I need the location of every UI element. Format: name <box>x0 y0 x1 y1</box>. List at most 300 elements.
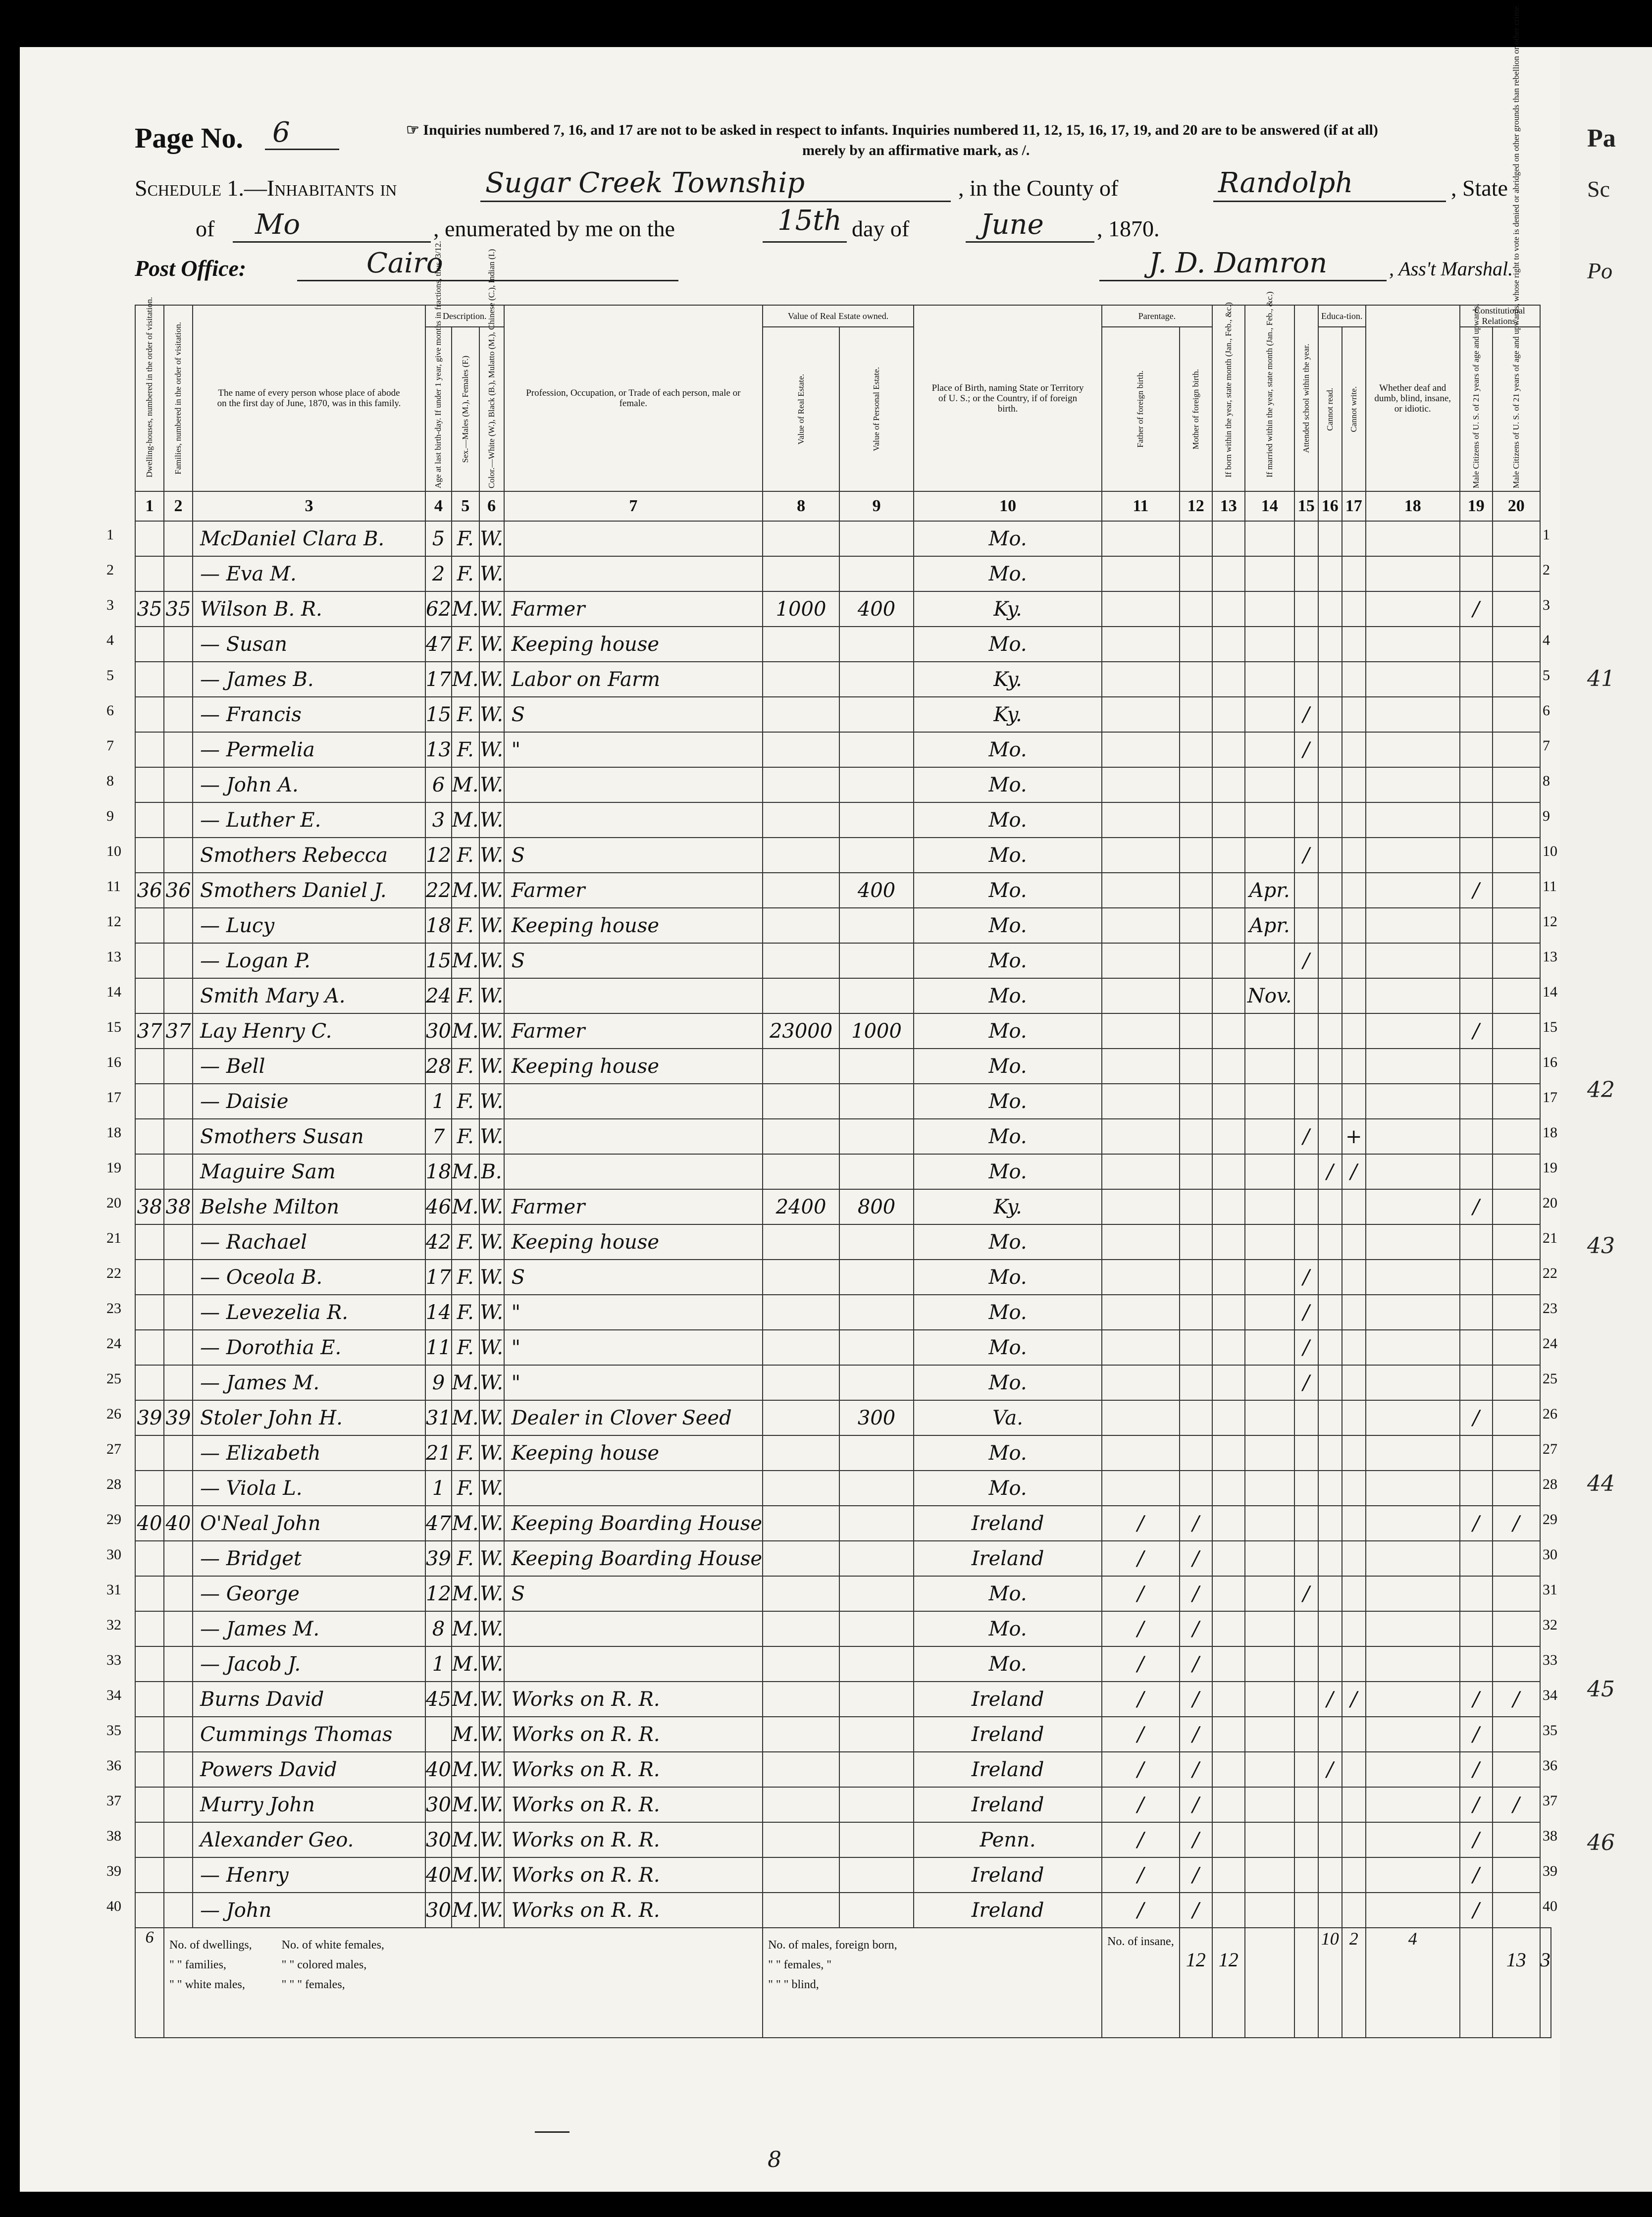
sex-cell: M. <box>452 1857 479 1893</box>
disability-cell <box>1366 1611 1460 1646</box>
table-row <box>135 1084 1551 1119</box>
personal-estate-cell <box>839 1435 914 1471</box>
married-in-year-cell <box>1245 1400 1294 1435</box>
citizen-cell <box>1460 1646 1493 1682</box>
day: 15th <box>777 205 842 237</box>
mother-foreign-cell <box>1180 1013 1212 1049</box>
dwelling-number <box>135 943 164 978</box>
line-number: 33 <box>1543 1652 1557 1668</box>
column-number: 20 <box>1493 491 1540 521</box>
edge-family-number: 45 <box>1587 1677 1615 1702</box>
color-cell: W. <box>479 1541 504 1576</box>
real-estate-cell <box>763 1330 839 1365</box>
sex-cell: M. <box>452 873 479 908</box>
cannot-read-cell <box>1318 1541 1342 1576</box>
county-label: , in the County of <box>958 175 1119 201</box>
sex-cell: M. <box>452 1400 479 1435</box>
disability-cell <box>1366 1752 1460 1787</box>
family-number: 38 <box>164 1189 193 1224</box>
cannot-read-cell <box>1318 1295 1342 1330</box>
line-number: 4 <box>1543 632 1550 648</box>
color-cell: W. <box>479 1506 504 1541</box>
vote-denied-cell <box>1493 908 1540 943</box>
married-in-year-cell: Apr. <box>1245 873 1294 908</box>
cannot-write-cell <box>1342 1506 1366 1541</box>
line-number: 5 <box>106 667 114 684</box>
age-cell: 1 <box>425 1084 452 1119</box>
table-row <box>135 732 1551 767</box>
dwelling-number <box>135 662 164 697</box>
cannot-write-cell <box>1342 1857 1366 1893</box>
father-foreign-cell: / <box>1102 1541 1180 1576</box>
summary-c14 <box>1294 1928 1318 2038</box>
real-estate-cell <box>763 1084 839 1119</box>
table-row <box>135 1471 1551 1506</box>
personal-estate-cell <box>839 1049 914 1084</box>
col-mother-foreign-header: Mother of foreign birth. <box>1180 327 1212 491</box>
color-cell: W. <box>479 1576 504 1611</box>
disability-cell <box>1366 1189 1460 1224</box>
line-number: 37 <box>1543 1793 1557 1809</box>
school-cell <box>1294 556 1318 591</box>
married-in-year-cell <box>1245 1717 1294 1752</box>
summary-females: " " " females, <box>281 1978 345 1991</box>
mother-foreign-cell <box>1180 1154 1212 1189</box>
father-foreign-cell <box>1102 908 1180 943</box>
father-foreign-cell <box>1102 1435 1180 1471</box>
line-number: 27 <box>1543 1441 1557 1457</box>
table-row <box>135 697 1551 732</box>
family-number <box>164 838 193 873</box>
real-estate-cell <box>763 1295 839 1330</box>
vote-denied-cell <box>1493 556 1540 591</box>
disability-cell <box>1366 591 1460 627</box>
line-number: 6 <box>1543 702 1550 719</box>
born-in-year-cell <box>1212 1822 1245 1857</box>
personal-estate-cell <box>839 1119 914 1154</box>
person-name: — John <box>193 1893 425 1928</box>
personal-estate-cell: 400 <box>839 873 914 908</box>
table-row <box>135 1541 1551 1576</box>
person-name: — George <box>193 1576 425 1611</box>
family-number <box>164 662 193 697</box>
sex-cell: F. <box>452 978 479 1013</box>
line-number: 3 <box>106 597 114 613</box>
vote-denied-cell <box>1493 1049 1540 1084</box>
cannot-read-cell <box>1318 697 1342 732</box>
mother-foreign-cell <box>1180 556 1212 591</box>
birthplace-cell: Ky. <box>914 591 1102 627</box>
col-disability-header: Whether deaf and dumb, blind, insane, or idiotic. <box>1366 305 1460 491</box>
column-number: 14 <box>1245 491 1294 521</box>
dwelling-number: 40 <box>135 1506 164 1541</box>
age-cell: 9 <box>425 1365 452 1400</box>
married-in-year-cell <box>1245 1435 1294 1471</box>
table-row <box>135 1224 1551 1260</box>
cannot-write-cell <box>1342 1787 1366 1822</box>
disability-cell <box>1366 1682 1460 1717</box>
real-estate-cell: 23000 <box>763 1013 839 1049</box>
real-estate-cell <box>763 697 839 732</box>
vote-denied-cell <box>1493 1400 1540 1435</box>
summary-counts-block <box>164 1928 763 2038</box>
married-in-year-cell <box>1245 1682 1294 1717</box>
line-number: 15 <box>106 1019 121 1035</box>
age-cell: 5 <box>425 521 452 556</box>
sex-cell: F. <box>452 908 479 943</box>
vote-denied-cell <box>1493 1717 1540 1752</box>
person-name: — Francis <box>193 697 425 732</box>
real-estate-cell <box>763 1435 839 1471</box>
real-estate-cell <box>763 1857 839 1893</box>
cannot-read-cell <box>1318 662 1342 697</box>
age-cell: 2 <box>425 556 452 591</box>
birthplace-cell: Mo. <box>914 1471 1102 1506</box>
citizen-cell <box>1460 943 1493 978</box>
born-in-year-cell <box>1212 1752 1245 1787</box>
citizen-cell <box>1460 908 1493 943</box>
summary-colored-males: " " colored males, <box>281 1958 367 1971</box>
table-row <box>135 873 1551 908</box>
description-group-header: Description. <box>425 305 504 327</box>
married-in-year-cell <box>1245 1893 1294 1928</box>
month: June <box>981 209 1044 241</box>
col-family-header: Families, numbered in the order of visitation. <box>164 305 193 491</box>
age-cell: 8 <box>425 1611 452 1646</box>
dwelling-number <box>135 1471 164 1506</box>
cannot-write-cell <box>1342 1013 1366 1049</box>
cannot-write-cell <box>1342 1611 1366 1646</box>
summary-c12-total: 12 <box>1212 1928 1245 2038</box>
vote-denied-cell: / <box>1493 1506 1540 1541</box>
personal-estate-cell <box>839 1611 914 1646</box>
born-in-year-cell <box>1212 1471 1245 1506</box>
occupation-cell: Keeping house <box>504 1049 763 1084</box>
age-cell: 21 <box>425 1435 452 1471</box>
family-number <box>164 1260 193 1295</box>
married-in-year-cell: Nov. <box>1245 978 1294 1013</box>
person-name: — Luther E. <box>193 802 425 838</box>
vote-denied-cell <box>1493 1119 1540 1154</box>
person-name: — James B. <box>193 662 425 697</box>
dwelling-number <box>135 1611 164 1646</box>
edge-family-number: 43 <box>1587 1233 1615 1259</box>
citizen-cell <box>1460 662 1493 697</box>
mother-foreign-cell <box>1180 1400 1212 1435</box>
cannot-write-cell <box>1342 1365 1366 1400</box>
sex-cell: M. <box>452 802 479 838</box>
school-cell <box>1294 908 1318 943</box>
born-in-year-cell <box>1212 1717 1245 1752</box>
sex-cell: M. <box>452 1752 479 1787</box>
line-number: 40 <box>1543 1898 1557 1914</box>
married-in-year-cell <box>1245 1822 1294 1857</box>
mother-foreign-cell <box>1180 1471 1212 1506</box>
column-number: 12 <box>1180 491 1212 521</box>
cannot-read-cell <box>1318 521 1342 556</box>
father-foreign-cell <box>1102 838 1180 873</box>
born-in-year-cell <box>1212 943 1245 978</box>
of-label: of <box>196 216 215 241</box>
color-cell: W. <box>479 521 504 556</box>
dwelling-number <box>135 1682 164 1717</box>
color-cell: W. <box>479 1646 504 1682</box>
vote-denied-cell <box>1493 1084 1540 1119</box>
birthplace-cell: Mo. <box>914 521 1102 556</box>
page-number: 6 <box>272 116 290 149</box>
vote-denied-cell <box>1493 1471 1540 1506</box>
cannot-read-cell: / <box>1318 1752 1342 1787</box>
occupation-cell: Keeping Boarding House <box>504 1506 763 1541</box>
summary-c19-total: 13 <box>1493 1928 1540 2038</box>
disability-cell <box>1366 1857 1460 1893</box>
line-number: 6 <box>106 702 114 719</box>
line-number: 37 <box>106 1793 121 1809</box>
mother-foreign-cell: / <box>1180 1541 1212 1576</box>
father-foreign-cell <box>1102 1471 1180 1506</box>
real-estate-cell <box>763 521 839 556</box>
family-number <box>164 1084 193 1119</box>
person-name: Cummings Thomas <box>193 1717 425 1752</box>
col-sex-header: Sex.—Males (M.), Females (F.) <box>452 327 479 491</box>
birthplace-cell: Mo. <box>914 908 1102 943</box>
table-row <box>135 838 1551 873</box>
birthplace-cell: Mo. <box>914 1295 1102 1330</box>
year: , 1870. <box>1097 216 1160 241</box>
family-number <box>164 1049 193 1084</box>
real-estate-cell <box>763 662 839 697</box>
table-row <box>135 1295 1551 1330</box>
father-foreign-cell <box>1102 1295 1180 1330</box>
disability-cell <box>1366 838 1460 873</box>
citizen-cell <box>1460 1119 1493 1154</box>
line-number: 8 <box>106 773 114 789</box>
disability-cell <box>1366 1893 1460 1928</box>
line-number: 31 <box>106 1582 121 1598</box>
married-in-year-cell <box>1245 1611 1294 1646</box>
personal-estate-cell <box>839 521 914 556</box>
mother-foreign-cell <box>1180 1295 1212 1330</box>
school-cell <box>1294 1400 1318 1435</box>
sex-cell: M. <box>452 1717 479 1752</box>
column-number: 1 <box>135 491 164 521</box>
cannot-read-cell <box>1318 1330 1342 1365</box>
sex-cell: M. <box>452 1611 479 1646</box>
line-number: 35 <box>1543 1722 1557 1739</box>
father-foreign-cell <box>1102 1119 1180 1154</box>
married-in-year-cell <box>1245 1576 1294 1611</box>
table-row <box>135 1787 1551 1822</box>
vote-denied-cell <box>1493 838 1540 873</box>
occupation-cell: Works on R. R. <box>504 1752 763 1787</box>
column-number: 17 <box>1342 491 1366 521</box>
age-cell: 45 <box>425 1682 452 1717</box>
line-number: 14 <box>106 984 121 1000</box>
dwelling-number <box>135 978 164 1013</box>
birthplace-cell: Ireland <box>914 1541 1102 1576</box>
occupation-cell: Dealer in Clover Seed <box>504 1400 763 1435</box>
married-in-year-cell <box>1245 627 1294 662</box>
real-estate-cell <box>763 1541 839 1576</box>
married-in-year-cell <box>1245 1365 1294 1400</box>
personal-estate-cell <box>839 627 914 662</box>
color-cell: W. <box>479 1717 504 1752</box>
occupation-cell: " <box>504 732 763 767</box>
married-in-year-cell <box>1245 1049 1294 1084</box>
sex-cell: M. <box>452 943 479 978</box>
col-dwelling-header: Dwelling-houses, numbered in the order of visitation. <box>135 305 164 491</box>
occupation-cell: " <box>504 1365 763 1400</box>
dwelling-number <box>135 908 164 943</box>
edge-family-number: 46 <box>1587 1830 1615 1855</box>
person-name: — Logan P. <box>193 943 425 978</box>
real-estate-cell <box>763 1365 839 1400</box>
married-in-year-cell <box>1245 1224 1294 1260</box>
born-in-year-cell <box>1212 662 1245 697</box>
column-number: 4 <box>425 491 452 521</box>
summary-col1: 6 <box>135 1928 164 2038</box>
personal-estate-cell <box>839 767 914 802</box>
personal-estate-cell <box>839 732 914 767</box>
line-number: 38 <box>106 1828 121 1844</box>
vote-denied-cell <box>1493 1857 1540 1893</box>
birthplace-cell: Mo. <box>914 1260 1102 1295</box>
line-number: 19 <box>1543 1160 1557 1176</box>
summary-c13 <box>1245 1928 1294 2038</box>
mother-foreign-cell: / <box>1180 1787 1212 1822</box>
line-number: 32 <box>1543 1617 1557 1633</box>
disability-cell <box>1366 1330 1460 1365</box>
real-estate-cell <box>763 1049 839 1084</box>
table-row <box>135 1365 1551 1400</box>
table-row <box>135 1189 1551 1224</box>
citizen-cell: / <box>1460 1752 1493 1787</box>
cannot-read-cell: / <box>1318 1154 1342 1189</box>
age-cell: 17 <box>425 1260 452 1295</box>
real-estate-cell <box>763 1506 839 1541</box>
sex-cell: M. <box>452 1822 479 1857</box>
person-name: Smith Mary A. <box>193 978 425 1013</box>
occupation-cell <box>504 521 763 556</box>
mother-foreign-cell <box>1180 802 1212 838</box>
sex-cell: F. <box>452 1471 479 1506</box>
age-cell: 30 <box>425 1013 452 1049</box>
disability-cell <box>1366 1435 1460 1471</box>
mother-foreign-cell <box>1180 662 1212 697</box>
dwelling-number <box>135 1576 164 1611</box>
cannot-write-cell <box>1342 1260 1366 1295</box>
born-in-year-cell <box>1212 908 1245 943</box>
line-number: 7 <box>1543 738 1550 754</box>
citizen-cell <box>1460 1154 1493 1189</box>
mother-foreign-cell: / <box>1180 1717 1212 1752</box>
dwelling-number: 39 <box>135 1400 164 1435</box>
edge-family-number: 42 <box>1587 1077 1615 1103</box>
married-in-year-cell <box>1245 521 1294 556</box>
col-color-header: Color.—White (W.), Black (B.), Mulatto (M.), Chinese (C.), Indian (I.) <box>479 327 504 491</box>
disability-cell <box>1366 1717 1460 1752</box>
family-number <box>164 732 193 767</box>
table-row <box>135 978 1551 1013</box>
father-foreign-cell <box>1102 1084 1180 1119</box>
born-in-year-cell <box>1212 1682 1245 1717</box>
line-number: 17 <box>106 1089 121 1106</box>
color-cell: W. <box>479 873 504 908</box>
disability-cell <box>1366 978 1460 1013</box>
occupation-cell: Works on R. R. <box>504 1787 763 1822</box>
color-cell: W. <box>479 1084 504 1119</box>
school-cell <box>1294 662 1318 697</box>
father-foreign-cell <box>1102 591 1180 627</box>
age-cell: 28 <box>425 1049 452 1084</box>
family-number <box>164 627 193 662</box>
table-row <box>135 802 1551 838</box>
family-number: 40 <box>164 1506 193 1541</box>
cannot-read-cell <box>1318 1717 1342 1752</box>
born-in-year-cell <box>1212 697 1245 732</box>
disability-cell <box>1366 732 1460 767</box>
mother-foreign-cell <box>1180 978 1212 1013</box>
day-underline <box>763 241 847 243</box>
born-in-year-cell <box>1212 1435 1245 1471</box>
dwelling-number <box>135 1154 164 1189</box>
school-cell <box>1294 591 1318 627</box>
cannot-write-cell <box>1342 591 1366 627</box>
mother-foreign-cell <box>1180 732 1212 767</box>
born-in-year-cell <box>1212 1506 1245 1541</box>
column-number-row <box>135 491 1551 521</box>
line-number: 39 <box>1543 1863 1557 1879</box>
color-cell: W. <box>479 978 504 1013</box>
mother-foreign-cell <box>1180 1189 1212 1224</box>
age-cell: 39 <box>425 1541 452 1576</box>
cannot-write-cell <box>1342 1330 1366 1365</box>
color-cell: W. <box>479 1682 504 1717</box>
school-cell: / <box>1294 732 1318 767</box>
age-cell: 24 <box>425 978 452 1013</box>
married-in-year-cell <box>1245 802 1294 838</box>
personal-estate-cell <box>839 1822 914 1857</box>
mother-foreign-cell <box>1180 1119 1212 1154</box>
line-number: 29 <box>1543 1511 1557 1528</box>
birthplace-cell: Mo. <box>914 1435 1102 1471</box>
person-name: Powers David <box>193 1752 425 1787</box>
sex-cell: M. <box>452 1189 479 1224</box>
occupation-cell: Farmer <box>504 591 763 627</box>
cannot-read-cell <box>1318 1084 1342 1119</box>
person-name: — Susan <box>193 627 425 662</box>
citizen-cell <box>1460 1295 1493 1330</box>
married-in-year-cell <box>1245 1857 1294 1893</box>
line-number: 4 <box>106 632 114 648</box>
occupation-cell <box>504 1471 763 1506</box>
line-number: 19 <box>106 1160 121 1176</box>
occupation-cell <box>504 1154 763 1189</box>
sex-cell: F. <box>452 1435 479 1471</box>
birthplace-cell: Mo. <box>914 1154 1102 1189</box>
age-cell: 12 <box>425 838 452 873</box>
birthplace-cell: Mo. <box>914 1576 1102 1611</box>
school-cell <box>1294 1084 1318 1119</box>
personal-estate-cell <box>839 1295 914 1330</box>
family-number <box>164 802 193 838</box>
dwelling-number: 36 <box>135 873 164 908</box>
table-row <box>135 767 1551 802</box>
disability-cell <box>1366 1400 1460 1435</box>
summary-row <box>135 1928 1551 2038</box>
citizen-cell <box>1460 1541 1493 1576</box>
table-row <box>135 1435 1551 1471</box>
